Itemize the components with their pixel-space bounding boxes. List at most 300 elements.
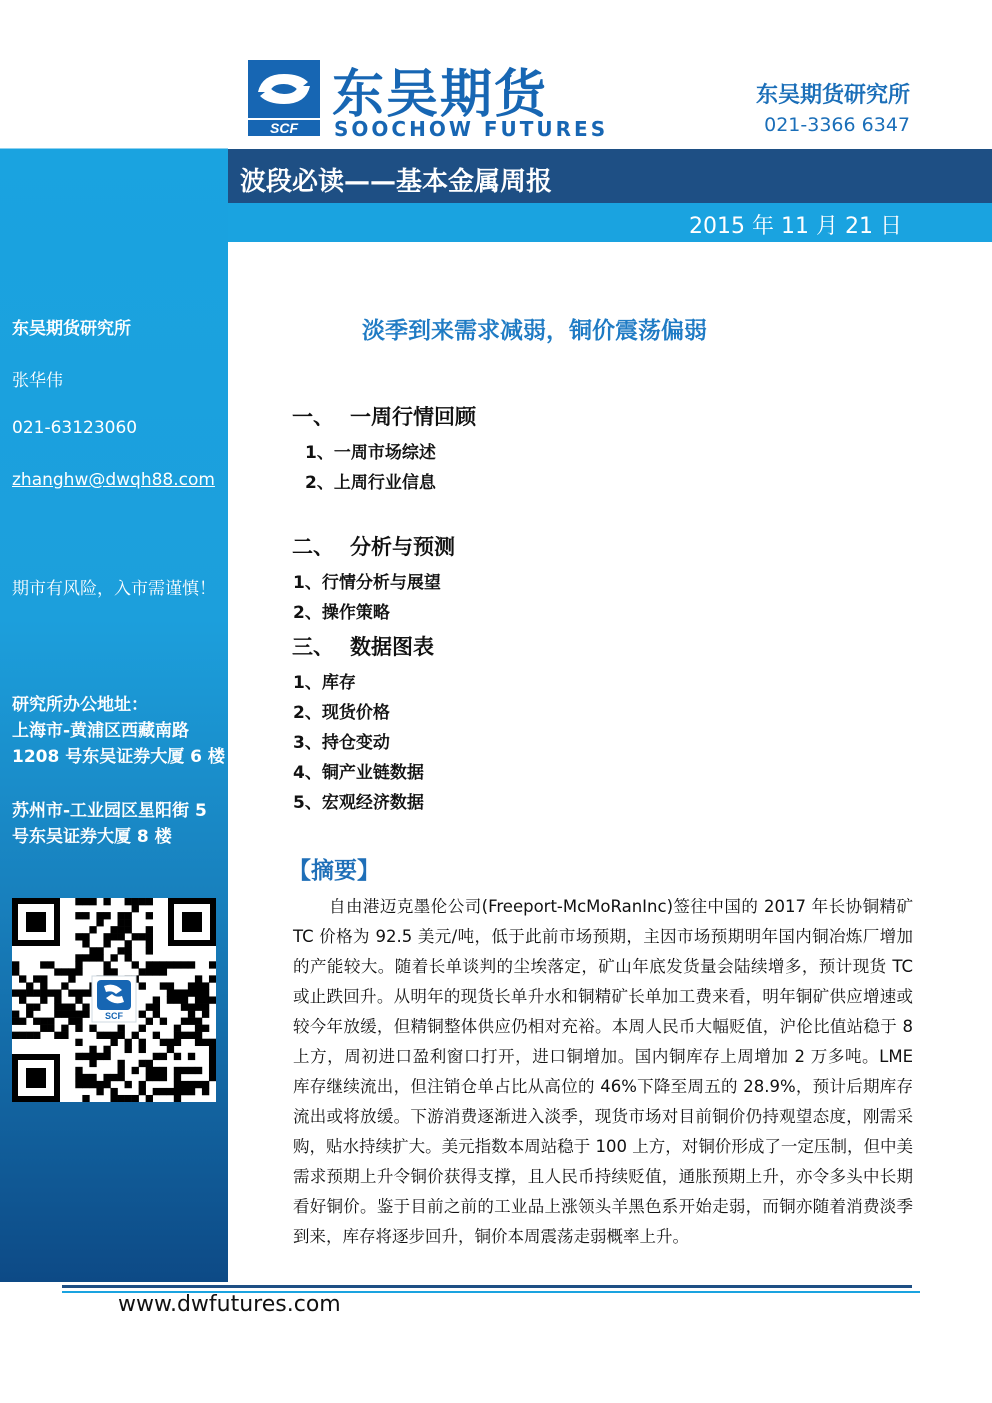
institute-phone: 021-3366 6347	[764, 114, 910, 136]
toc-item[interactable]: 2、上周行业信息	[305, 473, 436, 493]
qr-module	[26, 1032, 33, 1039]
qr-module	[202, 1011, 209, 1018]
qr-module	[181, 1018, 188, 1025]
qr-module	[96, 1053, 103, 1060]
qr-module	[209, 996, 216, 1003]
qr-module	[103, 1046, 110, 1053]
qr-module	[181, 996, 188, 1003]
qr-module	[181, 1004, 188, 1011]
qr-module	[139, 968, 146, 975]
qr-module	[160, 982, 167, 989]
toc-section-number: 三、	[292, 635, 334, 659]
toc-item[interactable]: 1、一周市场综述	[305, 443, 436, 463]
qr-module	[26, 982, 33, 989]
qr-module	[89, 1081, 96, 1088]
qr-module	[75, 898, 82, 905]
qr-module	[82, 940, 89, 947]
qr-module	[125, 1046, 132, 1053]
qr-module	[181, 1067, 188, 1074]
qr-module	[160, 1053, 167, 1060]
qr-module	[118, 1095, 125, 1102]
qr-module	[153, 961, 160, 968]
qr-module	[118, 919, 125, 926]
qr-module	[40, 996, 47, 1003]
qr-module	[202, 1081, 209, 1088]
qr-code-icon	[12, 898, 216, 1102]
qr-module	[188, 1004, 195, 1011]
qr-module	[174, 989, 181, 996]
qr-module	[118, 1074, 125, 1081]
qr-module	[181, 1032, 188, 1039]
qr-module	[75, 912, 82, 919]
toc-section-number: 二、	[292, 535, 334, 559]
qr-module	[174, 1032, 181, 1039]
address-label: 研究所办公地址：	[12, 695, 148, 715]
qr-module	[110, 1074, 117, 1081]
analyst-phone: 021-63123060	[12, 418, 138, 438]
qr-module	[125, 1095, 132, 1102]
qr-module	[68, 1018, 75, 1025]
qr-module	[82, 912, 89, 919]
qr-module	[146, 968, 153, 975]
qr-module	[153, 1074, 160, 1081]
qr-module	[75, 1011, 82, 1018]
date-banner	[228, 203, 992, 242]
qr-module	[75, 933, 82, 940]
qr-module	[139, 1039, 146, 1046]
qr-module	[118, 1025, 125, 1032]
qr-module	[139, 982, 146, 989]
qr-module	[12, 1011, 19, 1018]
qr-module	[181, 961, 188, 968]
report-date: 2015 年 11 月 21 日	[689, 214, 902, 239]
qr-module	[110, 1039, 117, 1046]
qr-module	[153, 1067, 160, 1074]
qr-module	[139, 898, 146, 905]
toc-item[interactable]: 3、持仓变动	[293, 733, 390, 753]
brand-name-cn: 东吴期货	[332, 65, 549, 125]
qr-module	[19, 1032, 26, 1039]
qr-module	[75, 996, 82, 1003]
qr-module	[125, 926, 132, 933]
qr-module	[82, 1004, 89, 1011]
qr-module	[82, 989, 89, 996]
qr-module	[202, 1039, 209, 1046]
qr-module	[174, 1088, 181, 1095]
toc-section-title: 分析与预测	[350, 535, 455, 559]
qr-module	[40, 982, 47, 989]
qr-module	[167, 1039, 174, 1046]
qr-module	[82, 1081, 89, 1088]
qr-module	[132, 1032, 139, 1039]
toc-item[interactable]: 5、宏观经济数据	[293, 793, 424, 813]
qr-module	[125, 947, 132, 954]
toc-section-3[interactable]	[292, 631, 434, 661]
qr-module	[103, 961, 110, 968]
qr-module	[110, 1095, 117, 1102]
qr-module	[33, 1004, 40, 1011]
qr-module	[40, 989, 47, 996]
qr-module	[89, 1025, 96, 1032]
qr-module	[125, 940, 132, 947]
qr-module	[174, 1039, 181, 1046]
qr-module	[40, 975, 47, 982]
qr-module	[146, 1018, 153, 1025]
qr-module	[12, 989, 19, 996]
qr-module	[110, 954, 117, 961]
qr-module	[153, 1011, 160, 1018]
qr-module	[167, 989, 174, 996]
qr-module	[75, 1039, 82, 1046]
qr-module	[103, 1053, 110, 1060]
qr-module	[139, 1025, 146, 1032]
qr-module	[146, 947, 153, 954]
qr-module	[26, 1004, 33, 1011]
qr-module	[188, 961, 195, 968]
qr-module	[19, 989, 26, 996]
qr-module	[167, 1088, 174, 1095]
qr-module	[195, 1018, 202, 1025]
qr-module	[82, 933, 89, 940]
qr-module	[118, 947, 125, 954]
qr-module	[118, 1067, 125, 1074]
qr-module	[160, 961, 167, 968]
qr-module	[75, 961, 82, 968]
qr-module	[146, 1060, 153, 1067]
qr-module	[202, 996, 209, 1003]
qr-module	[195, 1081, 202, 1088]
qr-module	[89, 898, 96, 905]
left-sidebar	[0, 0, 228, 1282]
qr-module	[82, 1011, 89, 1018]
qr-module	[96, 954, 103, 961]
qr-module	[61, 982, 68, 989]
qr-module	[160, 1039, 167, 1046]
qr-module	[132, 905, 139, 912]
toc-item[interactable]: 1、库存	[293, 673, 356, 693]
toc-section-2[interactable]	[292, 531, 455, 561]
soochow-logo-icon	[248, 60, 320, 136]
analyst-email-link[interactable]: zhanghw@dwqh88.com	[12, 470, 215, 490]
qr-module	[68, 989, 75, 996]
qr-module	[40, 1018, 47, 1025]
qr-module	[174, 996, 181, 1003]
qr-module	[40, 1025, 47, 1032]
qr-module	[75, 1067, 82, 1074]
qr-module	[103, 1074, 110, 1081]
qr-module	[139, 1081, 146, 1088]
qr-module	[33, 989, 40, 996]
qr-module	[153, 1053, 160, 1060]
qr-module	[110, 968, 117, 975]
qr-module	[89, 1053, 96, 1060]
address-line: 号东吴证券大厦 8 楼	[12, 827, 172, 847]
qr-module	[103, 1081, 110, 1088]
qr-module	[146, 912, 153, 919]
qr-module	[188, 1081, 195, 1088]
qr-module	[75, 989, 82, 996]
analyst-name: 张华伟	[12, 371, 63, 391]
qr-module	[96, 1088, 103, 1095]
qr-module	[103, 968, 110, 975]
summary-body: 自由港迈克墨伦公司(Freeport-McMoRanInc)签往中国的 2017 年长协铜精矿 TC 价格为 92.5 美元/吨，低于此前市场预期，主因市场预期明年国内铜冶炼厂增加的产能较大。随着长单谈判的尘埃落定，矿山年底发货量会陆续增多，预计现货 TC 或止跌回升。从明年的现货长单升水和铜精矿长单加工费来看，明年铜矿供应增速或较今年放缓，但精铜整体供应仍相对充裕。本周人民币大幅贬值，沪伦比值站稳于 8 上方，周初进口盈利窗口打开，进口铜增加。国内铜库存上周增加 2 万多吨。LME 库存继续流出，但注销仓单占比从高位的 46%下降至周五的 28.9%，预计后期库存流出或将放缓。下游消费逐渐进入淡季，现货市场对目前铜价仍持观望态度，刚需采购，贴水持续扩大。美元指数本周站稳于 100 上方，对铜价形成了一定压制，但中美需求预期上升令铜价获得支撑，且人民币持续贬值，通胀预期上升，亦令多头中长期看好铜价。鉴于目前之前的工业品上涨领头羊黑色系开始走弱，而铜亦随着消费淡季到来，库存将逐步回升，铜价本周震荡走弱概率上升。	[293, 897, 913, 1246]
qr-module	[33, 1018, 40, 1025]
qr-module	[146, 1004, 153, 1011]
qr-module	[26, 989, 33, 996]
qr-module	[89, 1074, 96, 1081]
qr-module	[125, 1039, 132, 1046]
qr-module	[167, 996, 174, 1003]
qr-module	[132, 898, 139, 905]
address-line: 上海市-黄浦区西藏南路	[12, 721, 190, 741]
qr-module	[82, 1053, 89, 1060]
qr-module	[125, 898, 132, 905]
qr-module	[75, 1053, 82, 1060]
qr-module	[160, 1074, 167, 1081]
qr-module	[202, 1025, 209, 1032]
qr-module	[188, 1011, 195, 1018]
qr-module	[160, 968, 167, 975]
toc-section-title: 数据图表	[350, 635, 434, 659]
qr-module	[139, 1011, 146, 1018]
qr-module	[47, 961, 54, 968]
qr-module	[146, 933, 153, 940]
qr-module	[139, 1060, 146, 1067]
qr-module	[75, 1025, 82, 1032]
website-link[interactable]: www.dwfutures.com	[118, 1292, 341, 1317]
qr-module	[202, 982, 209, 989]
qr-module	[209, 1053, 216, 1060]
qr-module	[61, 968, 68, 975]
qr-module	[33, 1032, 40, 1039]
qr-module	[54, 989, 61, 996]
qr-module	[96, 1081, 103, 1088]
qr-module	[188, 1032, 195, 1039]
qr-module	[167, 1046, 174, 1053]
qr-module	[96, 912, 103, 919]
qr-module	[125, 912, 132, 919]
footer-divider	[62, 1285, 912, 1288]
qr-module	[209, 975, 216, 982]
qr-module	[47, 1018, 54, 1025]
qr-module	[82, 1074, 89, 1081]
qr-module	[195, 1032, 202, 1039]
qr-module	[54, 1032, 61, 1039]
qr-module	[75, 968, 82, 975]
qr-module	[103, 940, 110, 947]
qr-module	[209, 1039, 216, 1046]
qr-module	[139, 933, 146, 940]
qr-module	[118, 933, 125, 940]
qr-module	[125, 919, 132, 926]
qr-module	[174, 961, 181, 968]
qr-module	[68, 1011, 75, 1018]
qr-module	[110, 926, 117, 933]
qr-module	[103, 912, 110, 919]
toc-item[interactable]: 2、操作策略	[293, 603, 390, 623]
qr-module	[174, 1067, 181, 1074]
qr-module	[118, 1032, 125, 1039]
qr-module	[181, 989, 188, 996]
qr-module	[132, 1067, 139, 1074]
qr-module	[153, 1088, 160, 1095]
qr-module	[75, 1018, 82, 1025]
qr-module	[167, 982, 174, 989]
qr-module	[209, 1074, 216, 1081]
qr-module	[167, 961, 174, 968]
qr-module	[75, 1074, 82, 1081]
qr-module	[195, 1067, 202, 1074]
qr-module	[139, 1046, 146, 1053]
qr-module	[132, 961, 139, 968]
qr-module	[202, 1004, 209, 1011]
qr-module	[209, 1046, 216, 1053]
qr-module	[12, 1018, 19, 1025]
qr-module	[188, 1067, 195, 1074]
qr-module	[132, 933, 139, 940]
qr-module	[103, 898, 110, 905]
qr-module	[181, 1081, 188, 1088]
qr-module	[54, 1011, 61, 1018]
qr-module	[96, 1032, 103, 1039]
qr-module	[54, 968, 61, 975]
institute-name: 东吴期货研究所	[755, 83, 910, 108]
qr-module	[153, 968, 160, 975]
qr-module	[118, 926, 125, 933]
qr-module	[174, 1074, 181, 1081]
qr-module	[54, 996, 61, 1003]
qr-module	[89, 926, 96, 933]
qr-module	[195, 982, 202, 989]
sidebar-org-name: 东吴期货研究所	[12, 319, 131, 339]
qr-module	[195, 1025, 202, 1032]
qr-module	[125, 1081, 132, 1088]
qr-module	[47, 989, 54, 996]
qr-module	[12, 1032, 19, 1039]
qr-module	[110, 933, 117, 940]
qr-module	[19, 996, 26, 1003]
qr-module	[146, 926, 153, 933]
qr-module	[82, 954, 89, 961]
qr-module	[82, 898, 89, 905]
qr-module	[89, 954, 96, 961]
qr-module	[75, 954, 82, 961]
qr-module	[160, 1088, 167, 1095]
qr-module	[188, 1088, 195, 1095]
qr-module	[19, 1018, 26, 1025]
qr-module	[54, 1004, 61, 1011]
qr-module	[68, 1004, 75, 1011]
qr-module	[174, 1095, 181, 1102]
qr-module	[26, 1011, 33, 1018]
qr-module	[146, 1095, 153, 1102]
qr-module	[61, 1025, 68, 1032]
qr-module	[12, 968, 19, 975]
report-title: 波段必读——基本金属周报	[240, 167, 553, 197]
qr-module	[96, 919, 103, 926]
qr-module	[61, 1004, 68, 1011]
qr-module	[125, 954, 132, 961]
qr-module	[146, 1074, 153, 1081]
qr-module	[40, 961, 47, 968]
toc-item[interactable]: 4、铜产业链数据	[293, 763, 424, 783]
qr-module	[12, 961, 19, 968]
qr-module	[61, 1011, 68, 1018]
qr-module	[146, 940, 153, 947]
qr-module	[89, 947, 96, 954]
qr-module	[188, 1018, 195, 1025]
qr-module	[103, 933, 110, 940]
risk-warning: 期市有风险，入市需谨慎！	[12, 579, 216, 599]
logo-text: SCF	[270, 120, 298, 136]
qr-module	[209, 1060, 216, 1067]
brand-name-en: SOOCHOW FUTURES	[334, 117, 609, 141]
qr-module	[174, 1025, 181, 1032]
title-banner	[228, 149, 992, 203]
summary-title: 【摘要】	[288, 858, 380, 884]
qr-module	[61, 1032, 68, 1039]
qr-module	[195, 975, 202, 982]
toc-section-title: 一周行情回顾	[350, 405, 476, 429]
qr-module	[160, 1018, 167, 1025]
qr-module	[118, 912, 125, 919]
qr-module	[146, 961, 153, 968]
qr-module	[19, 975, 26, 982]
toc-item[interactable]: 1、行情分析与展望	[293, 573, 441, 593]
qr-module	[153, 996, 160, 1003]
qr-module	[68, 975, 75, 982]
qr-module	[33, 975, 40, 982]
qr-module	[146, 1067, 153, 1074]
qr-module	[89, 1060, 96, 1067]
qr-module	[188, 982, 195, 989]
qr-module	[181, 1088, 188, 1095]
qr-module	[132, 1095, 139, 1102]
qr-module	[188, 989, 195, 996]
qr-module	[118, 1060, 125, 1067]
qr-module	[75, 1081, 82, 1088]
qr-module	[202, 989, 209, 996]
qr-module	[195, 1004, 202, 1011]
qr-module	[195, 989, 202, 996]
qr-logo-text: SCF	[105, 1011, 123, 1021]
qr-module	[160, 1067, 167, 1074]
qr-module	[96, 947, 103, 954]
toc-section-number: 一、	[292, 405, 334, 429]
qr-module	[153, 1004, 160, 1011]
qr-module	[202, 1088, 209, 1095]
toc-section-1[interactable]	[292, 401, 476, 431]
qr-module	[68, 968, 75, 975]
qr-module	[139, 1088, 146, 1095]
qr-module	[110, 1032, 117, 1039]
qr-module	[82, 1095, 89, 1102]
qr-module	[47, 1025, 54, 1032]
qr-module	[174, 1053, 181, 1060]
address-line: 苏州市-工业园区星阳街 5	[12, 801, 207, 821]
qr-module	[209, 961, 216, 968]
toc-item[interactable]: 2、现货价格	[293, 703, 390, 723]
qr-module	[153, 1032, 160, 1039]
qr-module	[103, 1032, 110, 1039]
qr-module	[89, 1046, 96, 1053]
qr-module	[110, 1088, 117, 1095]
headline: 淡季到来需求减弱，铜价震荡偏弱	[362, 318, 707, 344]
address-line: 1208 号东吴证券大厦 6 楼	[12, 747, 225, 767]
qr-module	[209, 1067, 216, 1074]
qr-module	[146, 898, 153, 905]
qr-module	[174, 1081, 181, 1088]
